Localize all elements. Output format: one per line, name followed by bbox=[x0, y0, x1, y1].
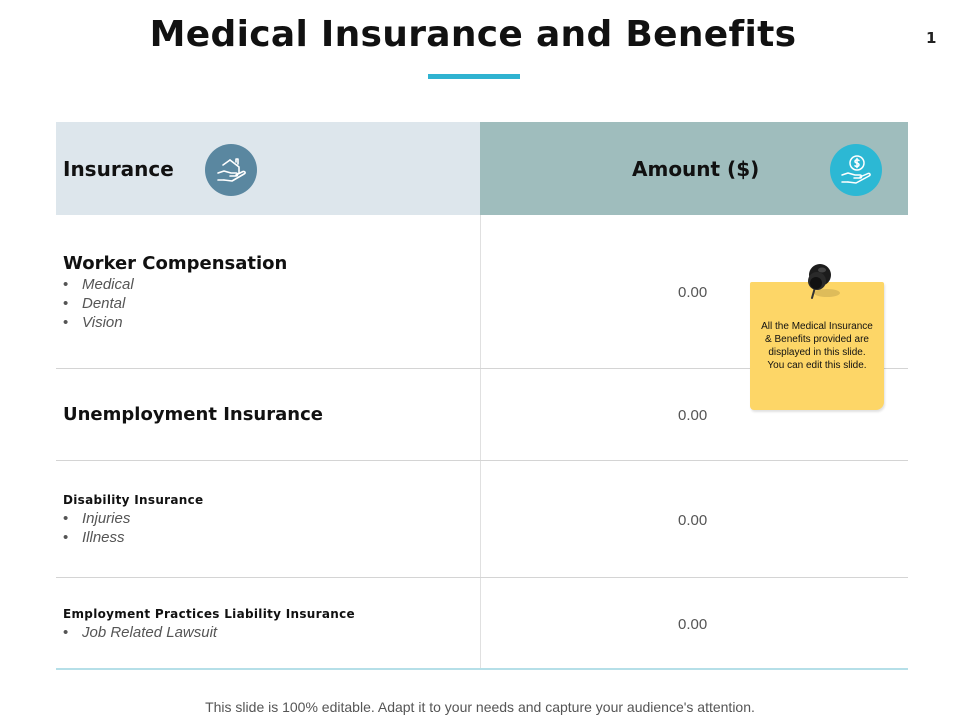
footer-caption: This slide is 100% editable. Adapt it to your needs and capture your audience's attention. bbox=[205, 699, 755, 715]
list-item: • Medical bbox=[63, 276, 134, 293]
header-insurance-label: Insurance bbox=[63, 157, 174, 181]
row-title: Unemployment Insurance bbox=[63, 404, 323, 425]
list-item: • Job Related Lawsuit bbox=[63, 624, 218, 641]
table-bottom-border bbox=[56, 668, 908, 670]
row-divider bbox=[56, 577, 908, 578]
amount-value[interactable]: 0.00 bbox=[678, 512, 708, 529]
row-divider bbox=[56, 460, 908, 461]
row-title: Employment Practices Liability Insurance bbox=[63, 607, 355, 621]
amount-value[interactable]: 0.00 bbox=[678, 284, 708, 301]
page-number: 1 bbox=[926, 29, 937, 47]
slide-title: Medical Insurance and Benefits bbox=[149, 14, 797, 55]
list-item: • Vision bbox=[63, 314, 123, 331]
bullet-list bbox=[63, 275, 134, 332]
list-item: • Injuries bbox=[63, 510, 131, 527]
list-item: • Dental bbox=[63, 295, 126, 312]
list-item: • Illness bbox=[63, 529, 125, 546]
bullet-list bbox=[63, 509, 130, 547]
row-title: Disability Insurance bbox=[63, 493, 204, 507]
column-divider bbox=[480, 215, 481, 669]
bullet-list bbox=[63, 623, 217, 642]
header-amount-label: Amount ($) bbox=[632, 157, 760, 181]
title-accent-bar bbox=[428, 74, 520, 79]
pushpin-icon bbox=[800, 262, 844, 304]
hand-house-icon bbox=[205, 144, 257, 196]
row-title: Worker Compensation bbox=[63, 253, 288, 274]
amount-value[interactable]: 0.00 bbox=[678, 616, 708, 633]
sticky-note-text: All the Medical Insurance & Benefits provided are displayed in this slide. You can edit this slide. bbox=[761, 321, 873, 371]
hand-coin-icon bbox=[830, 144, 882, 196]
amount-value[interactable]: 0.00 bbox=[678, 407, 708, 424]
